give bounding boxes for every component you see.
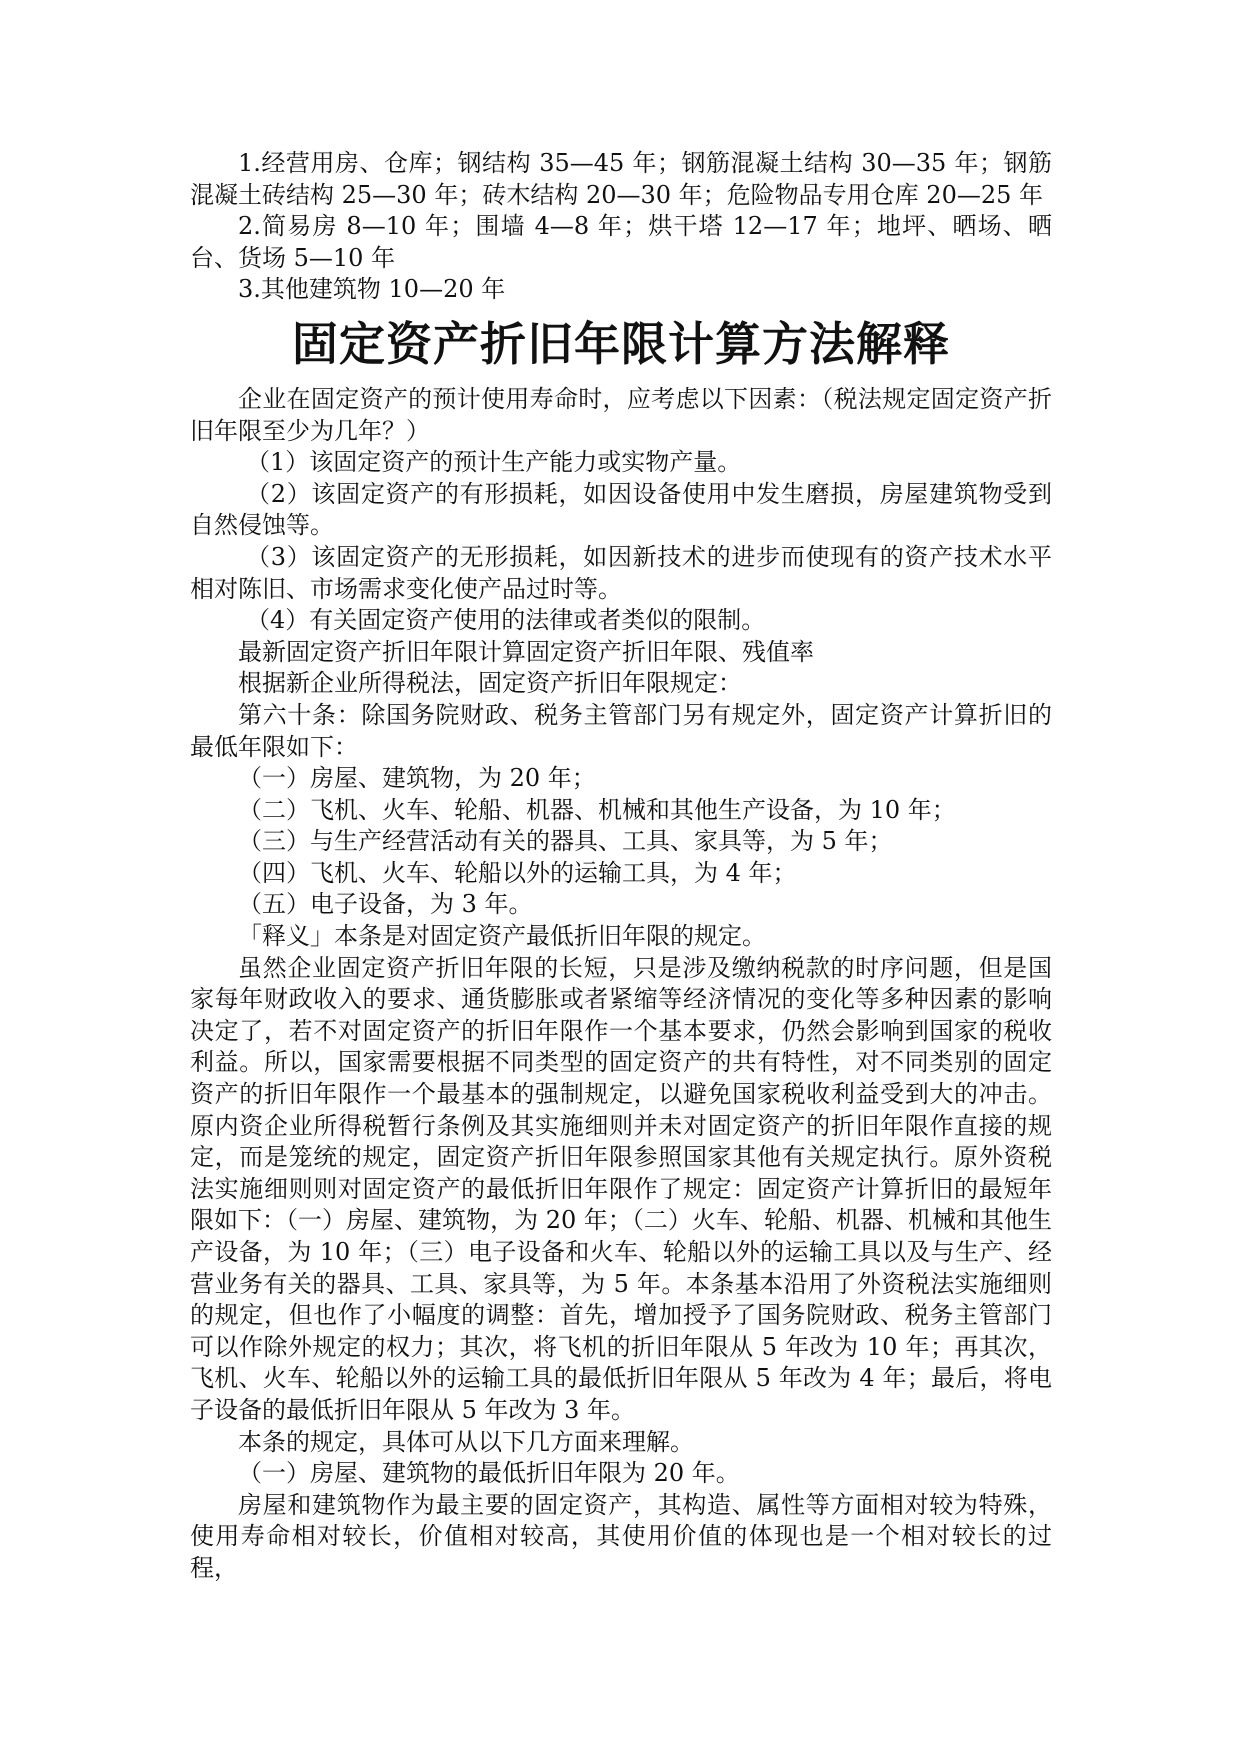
paragraph-article-60: 第六十条：除国务院财政、税务主管部门另有规定外，固定资产计算折旧的最低年限如下： [190,700,1052,761]
paragraph-latest: 最新固定资产折旧年限计算固定资产折旧年限、残值率 [238,637,814,666]
paragraph-explanation: 虽然企业固定资产折旧年限的长短，只是涉及缴纳税款的时序问题，但是国家每年财政收入的要求、通货膨胀或者紧缩等经济情况的变化等多种因素的影响决定了，若不对固定资产的折旧年限作一个基本要求，仍然会影响到国家的税收利益。所以，国家需要根据不同类型的固定资产的共有特性，对不同类别的固定资产的折旧年限作一个最基本的强制规定，以避免国家税收利益受到大的冲击。原内资企业所得税暂行条例及其实施细则并未对固定资产的折旧年限作直接的规定，而是笼统的规定，固定资产折旧年限参照国家其他有关规定执行。原外资税法实施细则则对固定资产的最低折旧年限作了规定：固定资产计算折旧的最短年限如下：（一）房屋、建筑物，为 20 年；（二）火车、轮船、机器、机械和其他生产设备，为 10 年；（三）电子设备和火车、轮船以外的运输工具以及与生产、经营业务有关的器具、工具、家具等，为 5 年。本条基本沿用了外资税法实施细则的规定，但也作了小幅度的调整：首先，增加授予了国务院财政、税务主管部门可以作除外规定的权力；其次，将飞机的折旧年限从 5 年改为 10 年；再其次，飞机、火车、轮船以外的运输工具的最低折旧年限从 5 年改为 4 年；最后，将电子设备的最低折旧年限从 5 年改为 3 年。 [190,953,1052,1424]
list-item-buildings: （一）房屋、建筑物，为 20 年； [238,764,596,793]
paragraph-factor-3: （3）该固定资产的无形损耗，如因新技术的进步而使现有的资产技术水平相对陈旧、市场需求变化使产品过时等。 [190,542,1052,603]
top-item-2: 2.简易房 8—10 年；围墙 4—8 年；烘干塔 12—17 年；地坪、晒场、晒台、货场 5—10 年 [190,212,1052,272]
paragraph-understanding: 本条的规定，具体可从以下几方面来理解。 [238,1427,694,1456]
paragraph-buildings-detail: 房屋和建筑物作为最主要的固定资产，其构造、属性等方面相对较为特殊，使用寿命相对较长，价值相对较高，其使用价值的体现也是一个相对较长的过程， [190,1490,1052,1582]
list-item-transport: （四）飞机、火车、轮船以外的运输工具，为 4 年； [238,858,797,887]
document-page [190,148,1052,1585]
paragraph-section-one: （一）房屋、建筑物的最低折旧年限为 20 年。 [238,1459,740,1488]
paragraph-factor-4: （4）有关固定资产使用的法律或者类似的限制。 [246,606,766,635]
top-item-1: 1.经营用房、仓库；钢结构 35—45 年；钢筋混凝土结构 30—35 年；钢筋混凝土砖结构 25—30 年；砖木结构 20—30 年；危险物品专用仓库 20—25 年 [190,149,1052,209]
list-item-electronics: （五）电子设备，为 3 年。 [238,890,533,919]
paragraph-new-law: 根据新企业所得税法，固定资产折旧年限规定： [238,669,742,698]
top-item-3: 3.其他建筑物 10—20 年 [238,275,506,304]
document-title: 固定资产折旧年限计算方法解释 [292,316,950,371]
paragraph-intro: 企业在固定资产的预计使用寿命时，应考虑以下因素：（税法规定固定资产折旧年限至少为几年？） [190,384,1052,445]
paragraph-factor-1: （1）该固定资产的预计生产能力或实物产量。 [246,448,742,477]
list-item-tools: （三）与生产经营活动有关的器具、工具、家具等，为 5 年； [238,827,893,856]
list-item-machinery: （二）飞机、火车、轮船、机器、机械和其他生产设备，为 10 年； [238,795,956,824]
paragraph-factor-2: （2）该固定资产的有形损耗，如因设备使用中发生磨损，房屋建筑物受到自然侵蚀等。 [190,479,1052,540]
paragraph-interpretation: 「释义」本条是对固定资产最低折旧年限的规定。 [238,922,766,951]
